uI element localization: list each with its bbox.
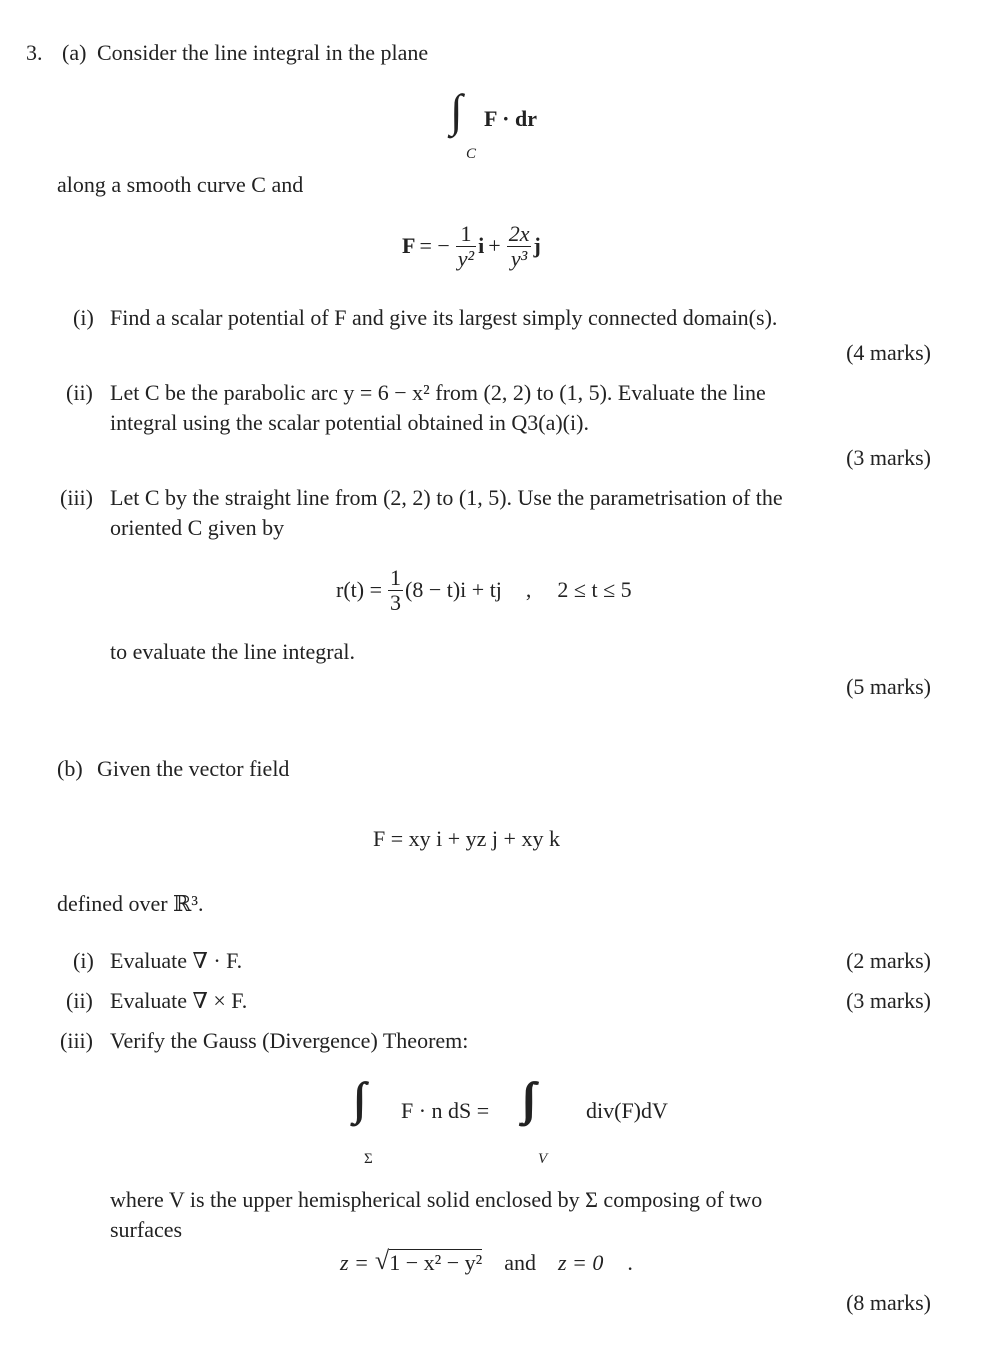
volume-integrand: div(F)dV (586, 1098, 668, 1123)
part-b-label: (b) (57, 756, 83, 781)
surface-region: Σ (364, 1151, 373, 1167)
question-number: 3. (26, 40, 43, 65)
part-b-intro: Given the vector field (97, 756, 290, 781)
fraction-1-over-y2: $\frac{1}{\text{y²}}$ (457, 221, 475, 271)
along-text: along a smooth curve C and (57, 172, 304, 197)
b-iii-label: (iii) (60, 1028, 93, 1053)
a-ii-line2: integral using the scalar potential obtained in Q3(a)(i). (110, 410, 589, 435)
where-line1: where V is the upper hemispherical solid enclosed by Σ composing of two (110, 1187, 763, 1212)
vector-field-a: F = − $\frac{1}{\text{y²}}$ i + $\frac{2x}{\text{y³}}$ j (402, 221, 541, 271)
a-i-marks: (4 marks) (846, 340, 931, 365)
line-integral-integrand: F · dr (484, 106, 537, 131)
a-i-label: (i) (73, 305, 94, 330)
a-i-text: Find a scalar potential of F and give its largest simply connected domain(s). (110, 305, 778, 330)
b-i-text: Evaluate ∇ · F. (110, 948, 243, 973)
b-iii-marks: (8 marks) (846, 1290, 931, 1315)
b-i-marks: (2 marks) (846, 948, 931, 973)
b-ii-text: Evaluate ∇ × F. (110, 988, 248, 1013)
fraction-2x-over-y3: $\frac{2x}{\text{y³}}$ (508, 221, 530, 271)
a-ii-label: (ii) (66, 380, 93, 405)
parametrisation: r(t) = $\frac{1}{3}$ (8 − t)i + tj , 2 ≤ t ≤ 5 (336, 565, 632, 615)
b-ii-marks: (3 marks) (846, 988, 931, 1013)
fraction-1-over-3: $\frac{1}{3}$ (390, 565, 401, 615)
b-iii-text: Verify the Gauss (Divergence) Theorem: (110, 1028, 469, 1053)
surface-integrand: F · n dS = (401, 1098, 490, 1123)
line-integral (450, 85, 463, 136)
b-i-label: (i) (73, 948, 94, 973)
a-ii-marks: (3 marks) (846, 445, 931, 470)
a-iii-line2: oriented C given by (110, 515, 285, 540)
a-iii-after: to evaluate the line integral. (110, 639, 355, 664)
b-ii-label: (ii) (66, 988, 93, 1013)
line-integral-contour: C (466, 146, 477, 162)
part-a-label: (a) (62, 40, 87, 65)
integral-sign: ∫ (450, 85, 463, 136)
domain-text: defined over ℝ³. (57, 891, 204, 916)
a-iii-marks: (5 marks) (846, 674, 931, 699)
a-iii-label: (iii) (60, 485, 93, 510)
volume-region: V (538, 1151, 548, 1167)
a-ii-line1: Let C be the parabolic arc y = 6 − x² from (2, 2) to (1, 5). Evaluate the line (110, 380, 766, 405)
part-a-intro: Consider the line integral in the plane (97, 40, 429, 65)
where-line2: surfaces (110, 1217, 183, 1242)
sqrt-symbol: √ (374, 1246, 390, 1275)
surfaces-equation: z = √ 1 − x² − y² and z = 0 . (340, 1246, 633, 1275)
a-iii-line1: Let C by the straight line from (2, 2) to (1, 5). Use the parametrisation of the (110, 485, 783, 510)
vector-field-b: F = xy i + yz j + xy k (373, 826, 560, 851)
